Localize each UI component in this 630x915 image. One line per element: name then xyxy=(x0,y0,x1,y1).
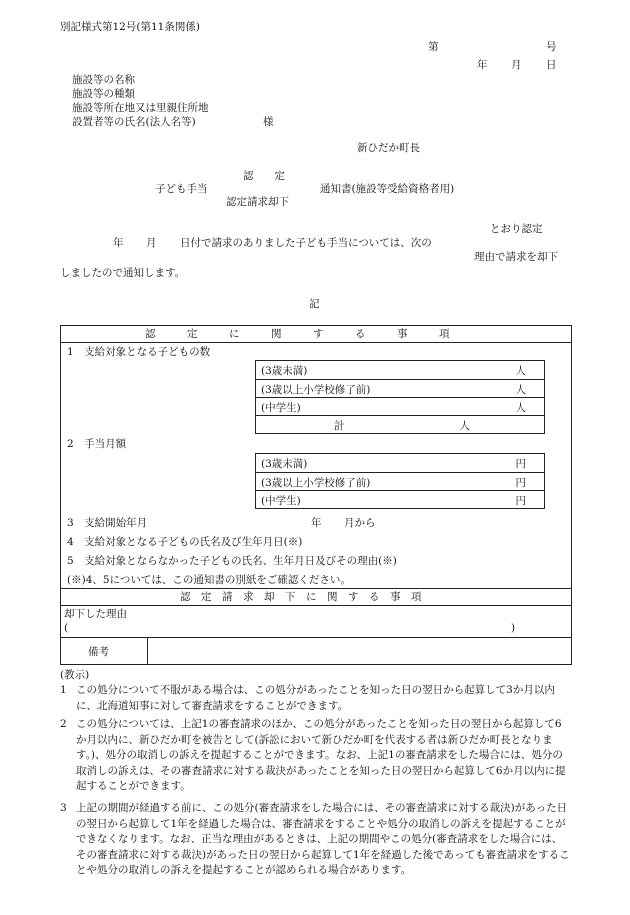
row-label: (中学生) xyxy=(261,402,301,414)
sama-label: 様 xyxy=(263,116,274,128)
dai-label: 第 xyxy=(428,41,439,53)
table-row xyxy=(256,361,544,379)
item5-label: 5 支給対象とならなかった子どもの氏名、生年月日及びその理由(※) xyxy=(67,555,397,567)
kyakka-heading: 認 定 請 求 却 下 に 関 す る 事 項 xyxy=(180,591,422,603)
paren-open: ( xyxy=(64,622,69,634)
total-label: 計 xyxy=(334,420,345,432)
sender-name: 新ひだか町長 xyxy=(357,142,420,154)
biko-label: 備考 xyxy=(88,646,109,658)
table-row xyxy=(256,397,544,415)
instructions-heading: (教示) xyxy=(60,669,90,681)
item4-label: 4 支給対象となる子どもの氏名及び生年月日(※) xyxy=(67,536,303,548)
item3-nen: 年 xyxy=(311,517,322,529)
nen-label: 年 xyxy=(477,59,488,71)
form-number: 別記様式第12号(第11条関係) xyxy=(60,21,200,33)
divider xyxy=(60,637,572,638)
body-nen: 年 xyxy=(113,237,124,249)
item1-label: 1 支給対象となる子どもの数 xyxy=(67,346,211,358)
table-row xyxy=(256,472,544,490)
monthly-amount-table xyxy=(255,453,545,509)
row-unit: 人 xyxy=(515,384,526,396)
instruction-item-2 xyxy=(60,717,570,795)
instruction-item-1 xyxy=(60,683,570,714)
reason-label: 却下した理由 xyxy=(64,608,127,620)
body-line2-right: 理由で請求を却下 xyxy=(474,251,558,263)
children-count-table xyxy=(255,360,545,434)
facility-address-label: 施設等所在地又は里親住所地 xyxy=(72,102,209,114)
instruction-number: 2 xyxy=(60,718,67,730)
row-label: (中学生) xyxy=(261,495,301,507)
instruction-number: 1 xyxy=(60,684,67,696)
row-unit: 円 xyxy=(515,495,526,507)
body-tsuki: 月 xyxy=(146,237,157,249)
row-label: (3歳以上小学校修了前) xyxy=(261,477,371,489)
total-unit: 人 xyxy=(459,420,470,432)
facility-name-label: 施設等の名称 xyxy=(72,74,135,86)
item2-label: 2 手当月額 xyxy=(67,438,127,450)
title-kodomo-teate: 子ども手当 xyxy=(155,183,208,195)
founder-name-label: 設置者等の氏名(法人名等) xyxy=(72,116,196,128)
body-line2: 日付で請求のありました子ども手当については、次の xyxy=(180,237,432,249)
instruction-text: この処分について不服がある場合は、この処分があったことを知った日の翌日から起算して3か月以内に、北海道知事に対して審査請求をすることができます。 xyxy=(76,684,555,712)
divider xyxy=(60,588,572,589)
row-unit: 円 xyxy=(515,458,526,470)
table-row xyxy=(256,490,544,508)
go-label: 号 xyxy=(546,41,557,53)
hi-label: 日 xyxy=(546,59,557,71)
ki-label: 記 xyxy=(309,298,320,310)
facility-type-label: 施設等の種類 xyxy=(72,88,135,100)
row-unit: 人 xyxy=(515,365,526,377)
item3-label: 3 支給開始年月 xyxy=(67,517,148,529)
instruction-item-3 xyxy=(60,801,570,879)
title-tsuchisho: 通知書(施設等受給資格者用) xyxy=(320,183,455,195)
body-line1-right: とおり認定 xyxy=(490,223,543,235)
body-line3: しましたので通知します。 xyxy=(60,267,186,279)
divider xyxy=(147,637,148,665)
title-nintei: 認 定 xyxy=(243,170,285,182)
nintei-heading: 認 定 に 関 す る 事 項 xyxy=(145,328,450,340)
row-unit: 人 xyxy=(515,402,526,414)
divider xyxy=(60,342,572,343)
table-row xyxy=(256,379,544,397)
title-kyakka: 認定請求却下 xyxy=(226,196,289,208)
instruction-number: 3 xyxy=(60,802,67,814)
paren-close: ) xyxy=(511,622,516,634)
instruction-text: この処分については、上記1の審査請求のほか、この処分があったことを知った日の翌日から起算して6か月以内に、新ひだか町を被告として(訴訟において新ひだか町を代表する者は新ひだか町長となります。)、処分の取消しの訴えを提起することができます。なお、上記1の審査請求をした場合には、処分の取消しの訴えは、その審査請求に対する裁決があったことを知った日の翌日から起算して6か月以内に提起することができます。 xyxy=(76,718,566,792)
table-row xyxy=(256,454,544,472)
table-row xyxy=(256,415,544,433)
divider xyxy=(60,605,572,606)
row-unit: 円 xyxy=(515,477,526,489)
row-label: (3歳以上小学校修了前) xyxy=(261,384,371,396)
row-label: (3歳未満) xyxy=(261,365,308,377)
item3-kara: 月から xyxy=(344,517,376,529)
nintei-note: (※)4、5については、この通知書の別紙をご確認ください。 xyxy=(67,574,351,586)
instruction-text: 上記の期間が経過する前に、この処分(審査請求をした場合には、その審査請求に対する裁決)があった日の翌日から起算して1年を経過した場合は、審査請求をすることや処分の取消しの訴えを提起することができなくなります。なお、正当な理由があるときは、上記の期間やこの処分(審査請求をした場合には、その審査請求に対する裁決)があった日の翌日から起算して1年を経過した後であっても審査請求をすることや処分の取消しの訴えを提起することが認められる場合があります。 xyxy=(76,802,570,876)
row-label: (3歳未満) xyxy=(261,458,308,470)
tsuki-label: 月 xyxy=(511,59,522,71)
